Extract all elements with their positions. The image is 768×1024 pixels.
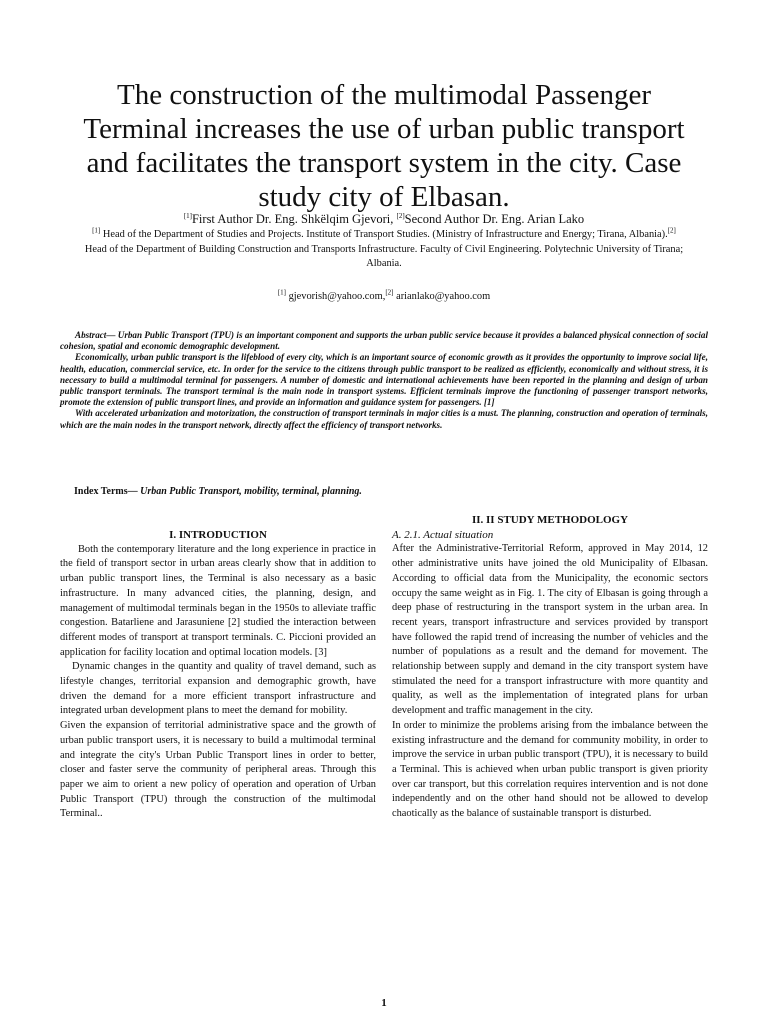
author-line [60,212,708,227]
author1-name: First Author Dr. Eng. Shkëlqim Gjevori, [191,212,397,226]
affiliation1-text: Head of the Department of Studies and Projects. Institute of Transport Studies. (Ministry of Infrastructure and Energy; Tirana, Albania). [100,229,668,240]
email1: gjevorish@yahoo.com, [285,291,386,302]
abstract-paragraph: Economically, urban public transport is the lifeblood of every city, which is an important source of economic growth as it provides the opportunity to improve social life, health, education, commercial service, etc. In order for the service to the citizens through public transport to be realized as efficiently, economically and without stress, it is necessary to build a multimodal terminal for passengers. A number of domestic and international achievements have been reported in the planning and design of urban public transport terminals. The transport terminal is the main node in transport systems. Efficient terminals improve the functioning of passenger transport networks, promote the extension of public transport lines, and provide an information and guidance system for passengers. [1] [60,352,708,408]
section-heading-methodology: II. II STUDY METHODOLOGY [471,514,629,526]
email2: arianlako@yahoo.com [393,291,491,302]
right-column [392,513,708,822]
email1-marker: [1] [277,288,286,297]
affiliation2-marker: [2] [667,226,676,235]
left-column [60,528,376,822]
page-number: 1 [381,997,387,1009]
body-paragraph: Given the expansion of territorial administrative space and the growth of urban public transport users, it is necessary to build a multimodal terminal and integrate the city's Urban Public Transport lines in order to better, closer and faster serve the community of peripheral areas. Through this paper we aim to orient a new policy of operation and operation of Urban Public Transport (TPU) through the construction of the multimodal Terminal.. [60,720,376,820]
body-paragraph: In order to minimize the problems arising from the imbalance between the existing infrastructure and the demand for community mobility, in order to improve the service in urban public transport (TPU), it is necessary to build a Terminal. This is achieved when urban public transport is given priority over car transport, but this correlation requires intervention and is not done independently and on the other hand should not be allowed to develop chaotically as the balance of sustainable transport is disturbed. [392,719,708,820]
subsection-heading: A. 2.1. Actual situation [392,528,494,541]
index-terms-label: Index Terms— [74,486,141,497]
paper-title: The construction of the multimodal Passenger Terminal increases the use of urban public transport and facilitates the transport system in the city. Case study city of Elbasan. [83,79,685,213]
author2-marker: [2] [396,211,405,220]
index-terms-value: Urban Public Transport, mobility, terminal, planning. [140,486,362,497]
author1-marker: [1] [183,211,192,220]
author2-name: Second Author Dr. Eng. Arian Lako [404,212,585,226]
email2-marker: [2] [385,288,394,297]
index-terms [74,486,694,497]
affiliations [82,228,686,272]
body-paragraph: Dynamic changes in the quantity and quality of travel demand, such as lifestyle changes, territorial expansion and demographic growth, have driven the demand for a more efficient transport infrastructure and integrated urban development plans to meet the demand for mobility. [60,661,376,717]
abstract [60,330,708,431]
affiliation2-text: Head of the Department of Building Construction and Transports Infrastructure. Faculty of Civil Engineering. Polytechnic University of Tirana; Albania. [84,243,684,269]
email-line [60,290,708,303]
abstract-paragraph: With accelerated urbanization and motorization, the construction of transport terminals in major cities is a must. The planning, construction and operation of terminals, which are the main nodes in the transport network, directly affect the efficiency of transport networks. [60,408,708,430]
affiliation1-marker: [1] [92,226,101,235]
body-paragraph: Both the contemporary literature and the long experience in practice in the field of transport sector in urban areas clearly show that in addition to urban public transport lines, the Terminal is also necessary as a basic infrastructure. In many advanced cities, the planning, design, and management of multimodal terminals began in the 1950s to alleviate traffic congestion. Batarliene and Jarasuniene [2] studied the interaction between different modes of transport at transport terminals. C. Piccioni provided an application for facility location and optimal location models. [3] [60,543,376,658]
body-paragraph: After the Administrative-Territorial Reform, approved in May 2014, 12 other administrative units have joined the old Municipality of Elbasan. According to official data from the Municipality, the economic sectors occupy the same weight as in Fig. 1. The city of Elbasan is going through a deep phase of restructuring in the transport system in the urban area. In recent years, transport infrastructure and services provided by transport have followed the rapid trend of increasing the number of vehicles and the number of populations as a result and the demand for movement. The relationship between supply and demand in the city transport system have stimulated the need for a transport infrastructure with more quantity and quality, as well as the implementation of integrated plans for urban development and traffic management in the city. [392,543,708,717]
section-heading-introduction: I. INTRODUCTION [169,529,267,541]
abstract-paragraph: Abstract— Urban Public Transport (TPU) is an important component and supports the urban public service because it provides a balanced physical connection of social cohesion, spatial and economic demographic development. [60,330,708,352]
